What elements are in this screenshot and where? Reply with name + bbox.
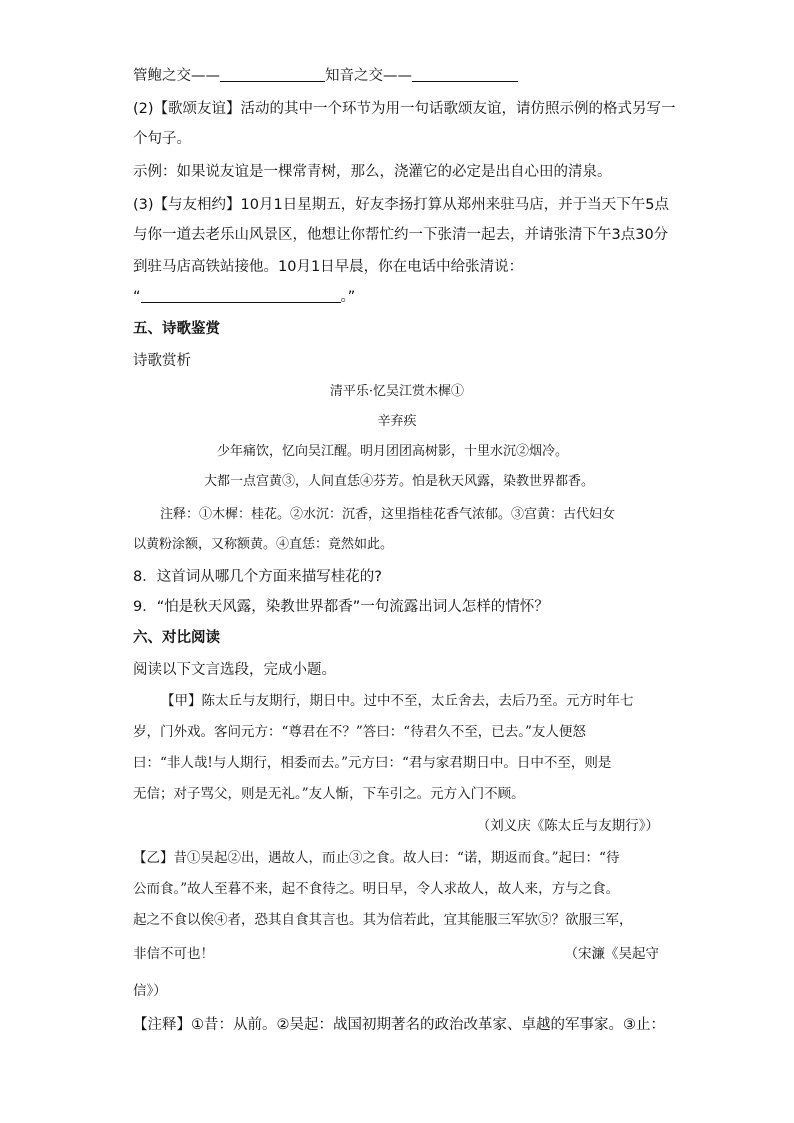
passage-yi-line-1: 【乙】昔①吴起②出，遇故人，而止③之食。故人曰：“诺，期返而食。”起曰：“待 [133,850,620,866]
answer-blank-phone[interactable] [141,287,341,303]
passage-jia-line-3: 曰：“非人哉!与人期行，相委而去。”元方曰：“君与家君期日中。日中不至，则是 [133,755,612,771]
fill-label-zhiyin: 知音之交—— [325,68,412,84]
section-5-heading: 五、诗歌鉴赏 [133,321,220,337]
fill-label-guanbao: 管鲍之交—— [133,68,220,84]
poem-line-2: 大都一点宫黄③，人间直恁④芬芳。怕是秋天风露，染教世界都香。 [204,474,595,489]
section-5-subheading: 诗歌赏析 [133,353,191,369]
open-quote: “ [133,289,141,305]
answer-blank-zhiyin[interactable] [412,66,518,82]
answer-blank-guanbao[interactable] [220,66,325,82]
passage-yi-line-2: 公而食。”故人至暮不来，起不食待之。明日早，令人求故人，故人来，方与之食。 [133,881,620,897]
q3-line-1: (3)【与友相约】10月1日星期五，好友李扬打算从郑州来驻马店，并于当天下午5点 [133,197,669,213]
poem-note-line-2: 以黄粉涂额，又称额黄。④直恁：竟然如此。 [133,537,394,552]
poem-note-line-1: 注释：①木樨：桂花。②水沉：沉香，这里指桂花香气浓郁。③宫黄：古代妇女 [160,507,616,522]
passage-yi-line-4: 非信不可也！ [133,946,214,962]
question-9: 9．“怕是秋天风露，染教世界都香”一句流露出词人怎样的情怀？ [133,599,549,615]
q3-line-2: 与你一道去老乐山风景区，他想让你帮忙约一下张清一起去，并请张清下午3点30分 [133,227,669,243]
q3-answer-row [133,287,355,307]
poem-line-1: 少年痛饮，忆向吴江醒。明月团团高树影，十里水沉②烟冷。 [217,444,569,459]
passage-yi-source-a: （宋濂《吴起守 [564,946,659,962]
section-6-intro: 阅读以下文言选段，完成小题。 [133,662,336,678]
passage-jia-line-4: 无信；对子骂父，则是无礼。”友人惭，下车引之。元方入门不顾。 [133,786,525,802]
passage-yi-notes: 【注释】①昔：从前。②吴起：战国初期著名的政治改革家、卓越的军事家。③止： [133,1017,665,1033]
q2-line-1: (2)【歌颂友谊】活动的其中一个环节为用一句话歌颂友谊，请仿照示例的格式另写一 [133,101,676,117]
passage-jia-line-1: 【甲】陈太丘与友期行，期日中。过中不至，太丘舍去，去后乃至。元方时年七 [161,693,634,709]
poem-title: 清平乐·忆吴江赏木樨① [329,384,465,399]
passage-jia-line-2: 岁，门外戏。客问元方：“尊君在不？”答曰：“待君久不至，已去。”友人便怒 [133,724,586,740]
question-8: 8．这首词从哪几个方面来描写桂花的? [133,569,382,585]
passage-jia-source: （刘义庆《陈太丘与友期行》） [476,818,659,834]
fill-in-row [133,66,518,86]
passage-yi-line-3: 起之不食以俟④者，恐其自食其言也。其为信若此，宜其能服三军欤⑤？欲服三军， [133,912,633,928]
q3-line-3: 到驻马店高铁站接他。10月1日早晨，你在电话中给张清说： [133,259,524,275]
close-quote: 。” [340,289,356,305]
q2-example: 示例：如果说友谊是一棵常青树，那么，浇灌它的必定是出自心田的清泉。 [133,164,612,180]
poem-author: 辛弃疾 [377,414,417,429]
q2-line-2: 个句子。 [133,131,191,147]
section-6-heading: 六、对比阅读 [133,630,220,646]
passage-yi-source-b: 信》） [133,983,167,999]
